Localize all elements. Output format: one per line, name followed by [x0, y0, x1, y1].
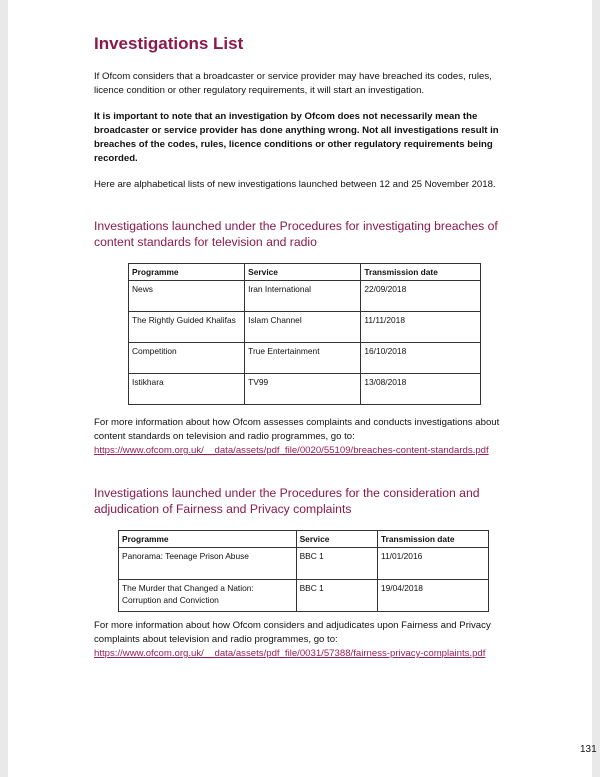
cell-programme: The Rightly Guided Khalifas	[129, 312, 245, 343]
lists-intro-paragraph: Here are alphabetical lists of new investigations launched between 12 and 25 November 2018.	[94, 179, 496, 190]
table-row	[129, 343, 481, 374]
content-standards-more-info	[94, 416, 508, 458]
cell-service: BBC 1	[296, 580, 377, 612]
table-row	[129, 374, 481, 405]
cell-service: Islam Channel	[245, 312, 361, 343]
header-programme: Programme	[119, 531, 297, 548]
header-programme: Programme	[129, 264, 245, 281]
page-number: 131	[580, 744, 597, 755]
cell-service: BBC 1	[296, 548, 377, 580]
cell-service: True Entertainment	[245, 343, 361, 374]
section-fairness-privacy-heading: Investigations launched under the Procedures for the consideration and adjudication of Fairness and Privacy complaints	[94, 486, 480, 516]
table-row	[129, 281, 481, 312]
page-title: Investigations List	[94, 34, 244, 53]
cell-date: 13/08/2018	[361, 374, 481, 405]
header-transmission-date: Transmission date	[361, 264, 481, 281]
table-header-row	[129, 264, 481, 281]
cell-date: 16/10/2018	[361, 343, 481, 374]
cell-programme: Istikhara	[129, 374, 245, 405]
cell-programme: The Murder that Changed a Nation: Corruption and Conviction	[119, 580, 297, 612]
fairness-privacy-complaints-link[interactable]: https://www.ofcom.org.uk/__data/assets/pdf_file/0031/57388/fairness-privacy-complaints.pdf	[94, 648, 486, 659]
section-content-standards-heading: Investigations launched under the Procedures for investigating breaches of content standards for television and radio	[94, 219, 498, 249]
cell-date: 22/09/2018	[361, 281, 481, 312]
table-row	[119, 580, 489, 612]
header-service: Service	[245, 264, 361, 281]
fairness-privacy-table	[118, 530, 489, 612]
document-page	[8, 0, 597, 777]
cell-programme: News	[129, 281, 245, 312]
intro-paragraph: If Ofcom considers that a broadcaster or service provider may have breached its codes, rules, licence condition or other regulatory requirements, it will start an investigation.	[94, 71, 492, 96]
table-row	[119, 548, 489, 580]
header-transmission-date: Transmission date	[377, 531, 488, 548]
more-info-text: For more information about how Ofcom considers and adjudicates upon Fairness and Privacy complaints about television and radio programmes, go to:	[94, 620, 491, 645]
cell-service: TV99	[245, 374, 361, 405]
more-info-text: For more information about how Ofcom assesses complaints and conducts investigations about content standards on television and radio programmes, go to:	[94, 417, 500, 442]
header-service: Service	[296, 531, 377, 548]
fairness-privacy-more-info	[94, 619, 508, 661]
cell-programme: Competition	[129, 343, 245, 374]
cell-date: 19/04/2018	[377, 580, 488, 612]
notice-paragraph: It is important to note that an investigation by Ofcom does not necessarily mean the broadcaster or service provider has done anything wrong. Not all investigations result in breaches of the codes, rules, licence conditions or other regulatory requirements being recorded.	[94, 111, 499, 164]
table-header-row	[119, 531, 489, 548]
cell-date: 11/01/2016	[377, 548, 488, 580]
cell-service: Iran International	[245, 281, 361, 312]
breaches-content-standards-link[interactable]: https://www.ofcom.org.uk/__data/assets/pdf_file/0020/55109/breaches-content-standards.pdf	[94, 445, 489, 456]
table-row	[129, 312, 481, 343]
cell-date: 11/11/2018	[361, 312, 481, 343]
cell-programme: Panorama: Teenage Prison Abuse	[119, 548, 297, 580]
content-standards-table	[128, 263, 481, 405]
